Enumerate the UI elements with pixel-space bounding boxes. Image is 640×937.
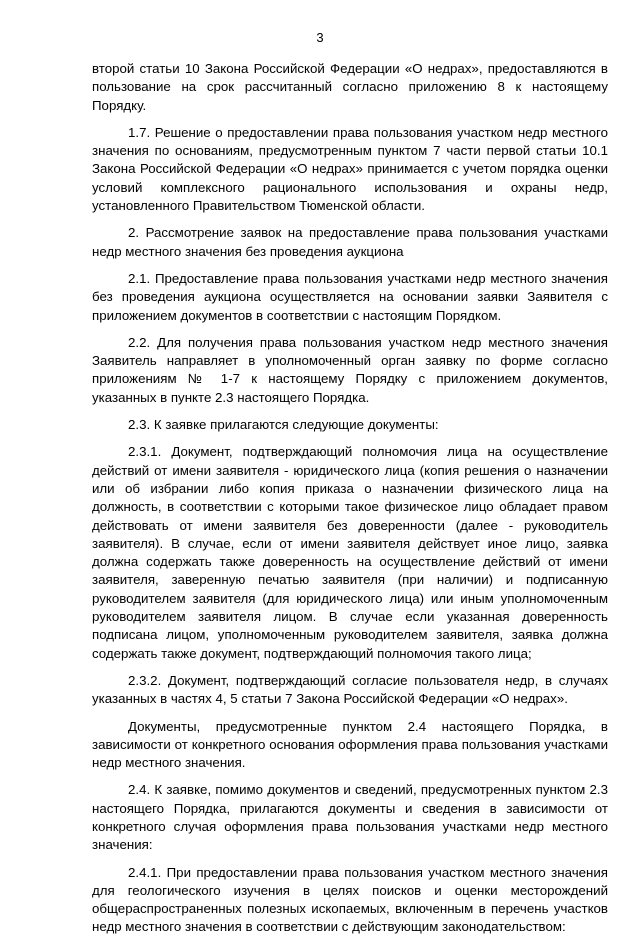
paragraph-2-2: 2.2. Для получения права пользования участком недр местного значения Заявитель направляет в уполномоченный орган заявку по форме согласно приложениям № 1-7 к настоящему Порядку с приложением документов, указанных в пункте 2.3 настоящего Порядка. — [92, 334, 608, 405]
paragraph-2-3-1: 2.3.1. Документ, подтверждающий полномочия лица на осуществление действий от имени заявителя - юридического лица (копия решения о назначении или об избрании либо копия приказа о назначении физического лица на должность, в соответствии с которыми такое физическое лицо обладает правом действовать от имени заявителя без доверенности (далее - руководитель заявителя). В случае, если от имени заявителя действует иное лицо, заявка должна содержать также доверенность на осуществление действий от имени заявителя, заверенную печатью заявителя (при наличии) и подписанную руководителем заявителя (для юридического лица) или иным уполномоченным руководителем заявителя лицом. В случае если указанная доверенность подписана лицом, уполномоченным руководителем заявителя, заявка должна содержать также документ, подтверждающий полномочия такого лица; — [92, 444, 608, 661]
page-number: 3 — [316, 30, 324, 45]
section-heading-2: 2. Рассмотрение заявок на предоставление права пользования участками недр местного значения без проведения аукциона — [92, 225, 608, 259]
paragraph-2-3-2: 2.3.2. Документ, подтверждающий согласие пользователя недр, в случаях указанных в частях 4, 5 статьи 7 Закона Российской Федерации «О недрах». — [92, 672, 608, 707]
paragraph-2-1: 2.1. Предоставление права пользования участками недр местного значения без проведения аукциона осуществляется на основании заявки Заявителя с приложением документов в соответствии с настоящим Порядком. — [92, 270, 608, 323]
paragraph-2-3: 2.3. К заявке прилагаются следующие документы: — [128, 417, 439, 433]
paragraph-continuation: второй статьи 10 Закона Российской Федерации «О недрах», предоставляются в пользование на срок рассчитанный согласно приложению 8 к настоящему Порядку. — [92, 61, 608, 113]
paragraph-documents-note: Документы, предусмотренные пунктом 2.4 настоящего Порядка, в зависимости от конкретного основания оформления права пользования участками недр местного значения. — [92, 718, 608, 771]
paragraph-2-4: 2.4. К заявке, помимо документов и сведений, предусмотренных пунктом 2.3 настоящего Порядка, прилагаются документы и сведения в зависимости от конкретного случая оформления права пользования участками недр местного значения: — [92, 782, 608, 853]
document-body — [92, 60, 608, 937]
paragraph-2-4-1: 2.4.1. При предоставлении права пользования участком местного значения для геологического изучения в целях поисков и оценки месторождений общераспространенных полезных ископаемых, включенным в перечень участков недр местного значения в соответствии с действующим законодательством: — [92, 864, 608, 935]
paragraph-1-7: 1.7. Решение о предоставлении права пользования участком недр местного значения по основаниям, предусмотренным пунктом 7 части первой статьи 10.1 Закона Российской Федерации «О недрах» принимается с учетом порядка оценки условий комплексного рационального использования и охраны недр, установленного Правительством Тюменской области. — [92, 124, 608, 214]
